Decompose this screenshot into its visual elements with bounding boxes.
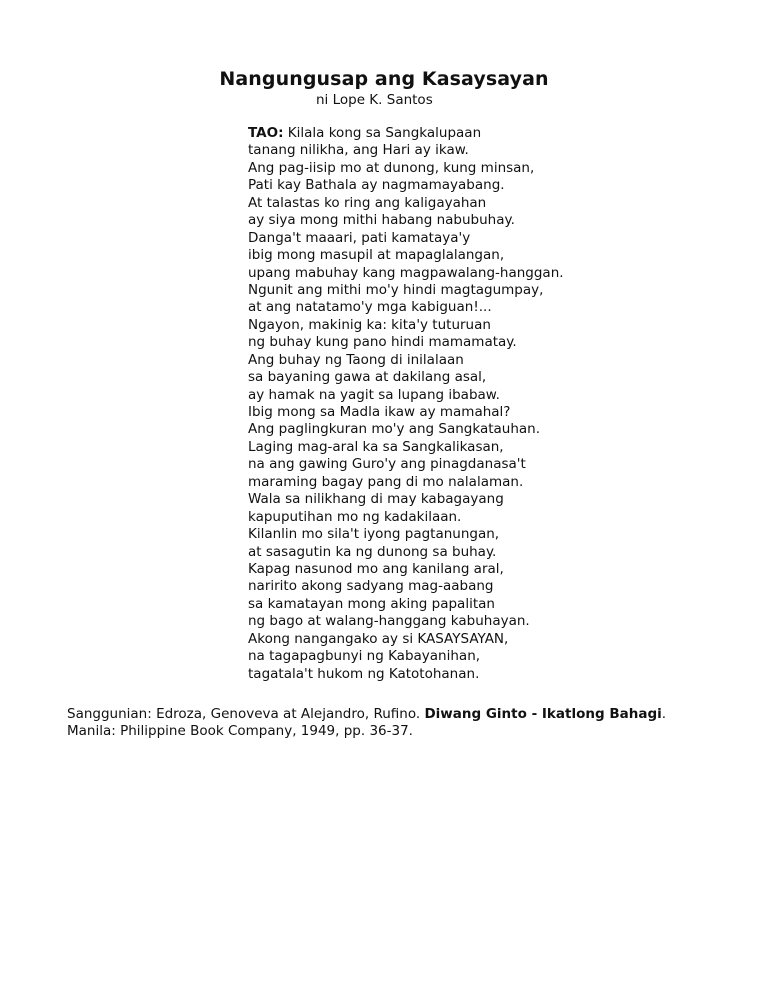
poem-line: At talastas ko ring ang kaligayahan — [248, 194, 487, 211]
poem-line: maraming bagay pang di mo nalalaman. — [248, 473, 524, 490]
poem-line: Danga't maaari, pati kamataya'y — [248, 229, 471, 246]
poem-line — [248, 125, 564, 142]
reference-suffix: . Manila: Philippine Book Company, 1949, pp. 36-37. — [67, 706, 667, 739]
poem-line: Ibig mong sa Madla ikaw ay mamahal? — [248, 404, 511, 420]
reference-book-title: Diwang Ginto - Ikatlong Bahagi — [424, 706, 662, 722]
poem-line: ay hamak na yagit sa lupang ibabaw. — [248, 386, 500, 403]
poem-line: ng bago at walang-hanggang kabuhayan. — [248, 613, 530, 630]
poem-line: na tagapagbunyi ng Kabayanihan, — [248, 648, 481, 665]
speaker-label: TAO: — [248, 125, 284, 141]
poem-line: upang mabuhay kang magpawalang-hanggan. — [248, 264, 564, 281]
poem-line: naririto akong sadyang mag-aabang — [248, 578, 494, 595]
poem-line: Pati kay Bathala ay nagmamayabang. — [248, 177, 505, 194]
poem-line: na ang gawing Guro'y ang pinagdanasa't — [248, 456, 526, 473]
poem-line: Ngayon, makinig ka: kita'y tuturuan — [248, 316, 491, 333]
poem-line: Laging mag-aral ka sa Sangkalikasan, — [248, 438, 504, 455]
poem-line: Ang buhay ng Taong di inilalaan — [248, 351, 464, 368]
reference-citation — [67, 706, 707, 740]
poem-line: ibig mong masupil at mapaglalangan, — [248, 247, 505, 264]
poem-first-line: Kilala kong sa Sangkalupaan — [287, 125, 482, 141]
poem-body — [248, 125, 564, 683]
poem-line: at sasagutin ka ng dunong sa buhay. — [248, 543, 497, 560]
poem-line: kapuputihan mo ng kadakilaan. — [248, 508, 462, 525]
poem-lines — [248, 142, 564, 683]
poem-line: Kilanlin mo sila't iyong pagtanungan, — [248, 526, 500, 543]
poem-line: Wala sa nilikhang di may kabagayang — [248, 491, 504, 508]
poem-line: Ang paglingkuran mo'y ang Sangkatauhan. — [248, 421, 541, 438]
poem-line: sa bayaning gawa at dakilang asal, — [248, 369, 487, 386]
poem-line: tagatala't hukom ng Katotohanan. — [248, 665, 480, 682]
page-title: Nangungusap ang Kasaysayan — [219, 68, 549, 90]
author-byline: ni Lope K. Santos — [316, 92, 433, 108]
reference-prefix: Sanggunian: Edroza, Genoveva at Alejandro, Rufino. — [67, 706, 425, 722]
poem-line: Ngunit ang mithi mo'y hindi magtagumpay, — [248, 281, 544, 298]
poem-line: Akong nangangako ay si KASAYSAYAN, — [248, 630, 509, 647]
poem-line: sa kamatayan mong aking papalitan — [248, 595, 495, 612]
poem-line: at ang natatamo'y mga kabiguan!... — [248, 299, 492, 316]
poem-line: tanang nilikha, ang Hari ay ikaw. — [248, 142, 469, 159]
poem-line: ng buhay kung pano hindi mamamatay. — [248, 334, 517, 351]
poem-line: Ang pag-iisip mo at dunong, kung minsan, — [248, 159, 535, 176]
poem-line: ay siya mong mithi habang nabubuhay. — [248, 212, 515, 229]
poem-line: Kapag nasunod mo ang kanilang aral, — [248, 560, 504, 577]
